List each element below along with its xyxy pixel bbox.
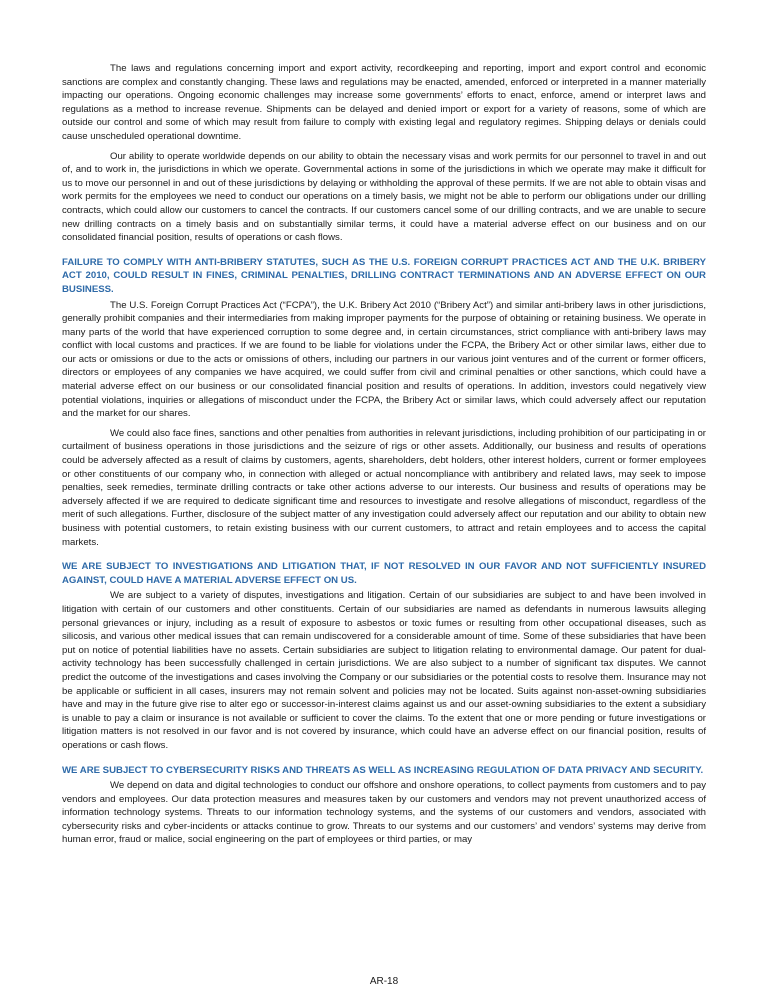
paragraph-data-technologies: We depend on data and digital technologies to conduct our offshore and onshore operations, to collect payments from customers and to pay vendors and employees. Our data protection measures and measures taken by our customers and vendors may not prevent unauthorized access of information technology systems. Threats to our information technology systems, and the systems of our customers and vendors, associated with cybersecurity risks and cyber-incidents or attacks continue to grow. Threats to our systems and our customers’ and vendors’ systems may derive from human error, fraud or malice, social engineering on the part of employees or third parties, or may [62, 780, 706, 846]
paragraph-fines-sanctions: We could also face fines, sanctions and other penalties from authorities in relevant jurisdictions, including prohibition of our participating in or curtailment of business operations in those jurisdictions and the seizure of rigs or other assets. Additionally, our business and results of operations could be adversely affected as a result of claims by customers, agents, shareholders, debt holders, other interest holders, current or former employees or other constituents of our company who, in connection with alleged or actual noncompliance with antibribery and related laws, may seek to impose penalties, seek remedies, terminate drilling contracts or take other actions adverse to our interests. Our business and results of operations may be adversely affected if we are required to dedicate significant time and resources to investigate and resolve allegations of misconduct, regardless of the merit of such allegations. Further, disclosure of the subject matter of any investigation could adversely affect our reputation and our ability to obtain new business with potential customers, to retain existing business with our current customers, to attract and retain employees and to access the capital markets. [62, 427, 706, 548]
section-heading-anti-bribery: FAILURE TO COMPLY WITH ANTI-BRIBERY STATUTES, SUCH AS THE U.S. FOREIGN CORRUPT PRACTICES ACT AND THE U.K. BRIBERY ACT 2010, COULD RESULT IN FINES, CRIMINAL PENALTIES, DRILLING CONTRACT TERMINATIONS AND AN ADVERSE EFFECT ON OUR BUSINESS. [62, 256, 706, 295]
paragraph-fcpa: The U.S. Foreign Corrupt Practices Act (“FCPA”), the U.K. Bribery Act 2010 (“Bribery Act”) and similar anti-bribery laws in other jurisdictions, generally prohibit companies and their intermediaries from making improper payments for the purpose of obtaining or retaining business. We operate in many parts of the world that have experienced corruption to some degree and, in certain circumstances, strict compliance with anti-bribery laws may conflict with local customs and practices. If we are found to be liable for violations under the FCPA, the Bribery Act or other similar laws, either due to our acts or omissions or due to the acts or omissions of others, including our partners in our various joint ventures and of the current or former officers, directors or employees of any companies we have acquired, we could suffer from civil and criminal penalties or other sanctions, which could have a material adverse effect on our business or our consolidated financial position and results of operations. In addition, investors could negatively view potential violations, inquiries or allegations of misconduct under the FCPA, the Bribery Act or similar laws, which could adversely affect our reputation and the market for our shares. [62, 299, 706, 420]
section-heading-cybersecurity: WE ARE SUBJECT TO CYBERSECURITY RISKS AND THREATS AS WELL AS INCREASING REGULATION OF DATA PRIVACY AND SECURITY. [62, 764, 704, 776]
paragraph-visas-permits: Our ability to operate worldwide depends on our ability to obtain the necessary visas and work permits for our personnel to travel in and out of, and to work in, the jurisdictions in which we operate. Governmental actions in some of the jurisdictions in which we operate may make it difficult for us to move our personnel in and out of these jurisdictions by delaying or withholding the approval of these permits. If we are not able to obtain visas and work permits for the employees we need to conduct our operations on a timely basis, we might not be able to perform our obligations under our drilling contracts, which could allow our customers to cancel the contracts. If our customers cancel some of our drilling contracts, and we are unable to secure new drilling contracts on a timely basis and on substantially similar terms, it could have a material adverse effect on our business and on our consolidated financial position, results of operations or cash flows. [62, 150, 706, 244]
section-heading-litigation: WE ARE SUBJECT TO INVESTIGATIONS AND LITIGATION THAT, IF NOT RESOLVED IN OUR FAVOR AND NOT SUFFICIENTLY INSURED AGAINST, COULD HAVE A MATERIAL ADVERSE EFFECT ON US. [62, 561, 706, 586]
page-number: AR-18 [369, 976, 399, 987]
paragraph-import-export: The laws and regulations concerning import and export activity, recordkeeping and reporting, import and export control and economic sanctions are complex and constantly changing. These laws and regulations may be enacted, amended, enforced or interpreted in a manner materially impacting our operations. Ongoing economic challenges may increase some governments’ efforts to enact, enforce, amend or interpret laws and regulations as a method to increase revenue. Shipments can be delayed and denied import or export for a variety of reasons, some of which are outside our control and some of which may result from failure to comply with existing legal and regulatory regimes. Shipping delays or denials could cause unscheduled operational downtime. [62, 63, 706, 142]
paragraph-disputes-litigation: We are subject to a variety of disputes, investigations and litigation. Certain of our subsidiaries are subject to and have been involved in litigation with certain of our customers and other constituents. Certain of our subsidiaries are named as defendants in numerous lawsuits alleging personal grievances or injury, including as a result of exposure to asbestos or toxic fumes or resulting from other occupational diseases, such as silicosis, and various other medical issues that can remain undiscovered for a considerable amount of time. Some of these subsidiaries that have been put on notice of potential liabilities have no assets. Certain subsidiaries are subject to litigation relating to environmental damage. Our patent for dual-activity technology has been successfully challenged in certain jurisdictions. We are also subject to a number of significant tax disputes. We cannot predict the outcome of the investigations and cases involving the Company or our subsidiaries or the potential costs to resolve them. Insurance may not be applicable or sufficient in all cases, insurers may not remain solvent and policies may not be located. Suits against non-asset-owning subsidiaries have and may in the future give rise to alter ego or successor-in-interest claims against us and our asset-owning subsidiaries to the extent a subsidiary is unable to pay a claim or insurance is not available or sufficient to cover the claims. To the extent that one or more pending or future investigations or litigation matters is not resolved in our favor and is not covered by insurance, which could have an adverse effect on our financial position, results of operations or cash flows. [62, 590, 706, 751]
